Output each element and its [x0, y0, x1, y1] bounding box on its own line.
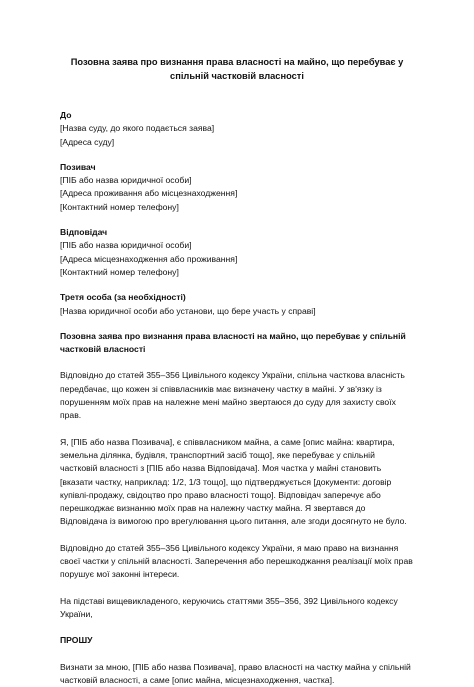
- request-heading: ПРОШУ: [60, 634, 414, 647]
- court-heading: До: [60, 109, 414, 122]
- claim-paragraph-facts: Я, [ПІБ або назва Позивача], є співвласником майна, а саме [опис майна: квартира, земельна ділянка, будівля, транспортний засіб тощо], яке перебуває у спільній частковій власності з [ПІБ або назва Відповідача]. Моя частка у майні становить [вказати частку, наприклад: 1/2, 1/3 тощо], що підтверджується [документи: договір купівлі-продажу, свідоцтво про право власності тощо]. Відповідач заперечує або перешкоджає визнанню моїх прав на належну частку майна. Я звертався до Відповідача із вимогою про врегулювання цього питання, але згоди досягнуто не було.: [60, 436, 414, 529]
- third-party-name-line: [Назва юридичної особи або установи, що бере участь у справі]: [60, 305, 414, 318]
- document-title: Позовна заява про визнання права власності на майно, що перебуває у спільній частковій власності: [60, 56, 414, 83]
- third-party-heading: Третя особа (за необхідності): [60, 291, 414, 304]
- plaintiff-phone-line: [Контактний номер телефону]: [60, 201, 414, 214]
- third-party-block: [60, 291, 414, 318]
- defendant-block: [60, 226, 414, 279]
- claim-paragraph-legal-basis: Відповідно до статей 355–356 Цивільного кодексу України, спільна часткова власність передбачає, що кожен зі співвласників має визначену частку в майні. У зв'язку із порушенням моїх прав на належне мені майно звертаюся до суду для захисту своїх прав.: [60, 369, 414, 422]
- court-address-line: [Адреса суду]: [60, 136, 414, 149]
- defendant-phone-line: [Контактний номер телефону]: [60, 266, 414, 279]
- defendant-address-line: [Адреса місцезнаходження або проживання]: [60, 253, 414, 266]
- plaintiff-name-line: [ПІБ або назва юридичної особи]: [60, 174, 414, 187]
- defendant-heading: Відповідач: [60, 226, 414, 239]
- defendant-name-line: [ПІБ або назва юридичної особи]: [60, 239, 414, 252]
- plaintiff-block: [60, 161, 414, 214]
- claim-paragraph-grounds: На підставі вищевикладеного, керуючись статтями 355–356, 392 Цивільного кодексу України,: [60, 595, 414, 622]
- claim-paragraph-rights: Відповідно до статей 355–356 Цивільного кодексу України, я маю право на визнання своєї частки у спільній власності. Заперечення або перешкоджання реалізації моїх прав порушує мої законні інтереси.: [60, 542, 414, 582]
- court-block: [60, 109, 414, 149]
- plaintiff-address-line: [Адреса проживання або місцезнаходження]: [60, 187, 414, 200]
- court-name-line: [Назва суду, до якого подається заява]: [60, 122, 414, 135]
- request-text: Визнати за мною, [ПІБ або назва Позивача], право власності на частку майна у спільній частковій власності, а саме [опис майна, місцезнаходження, частка].: [60, 661, 414, 687]
- claim-section-title: Позовна заява про визнання права власності на майно, що перебуває у спільній частковій власності: [60, 330, 414, 357]
- plaintiff-heading: Позивач: [60, 161, 414, 174]
